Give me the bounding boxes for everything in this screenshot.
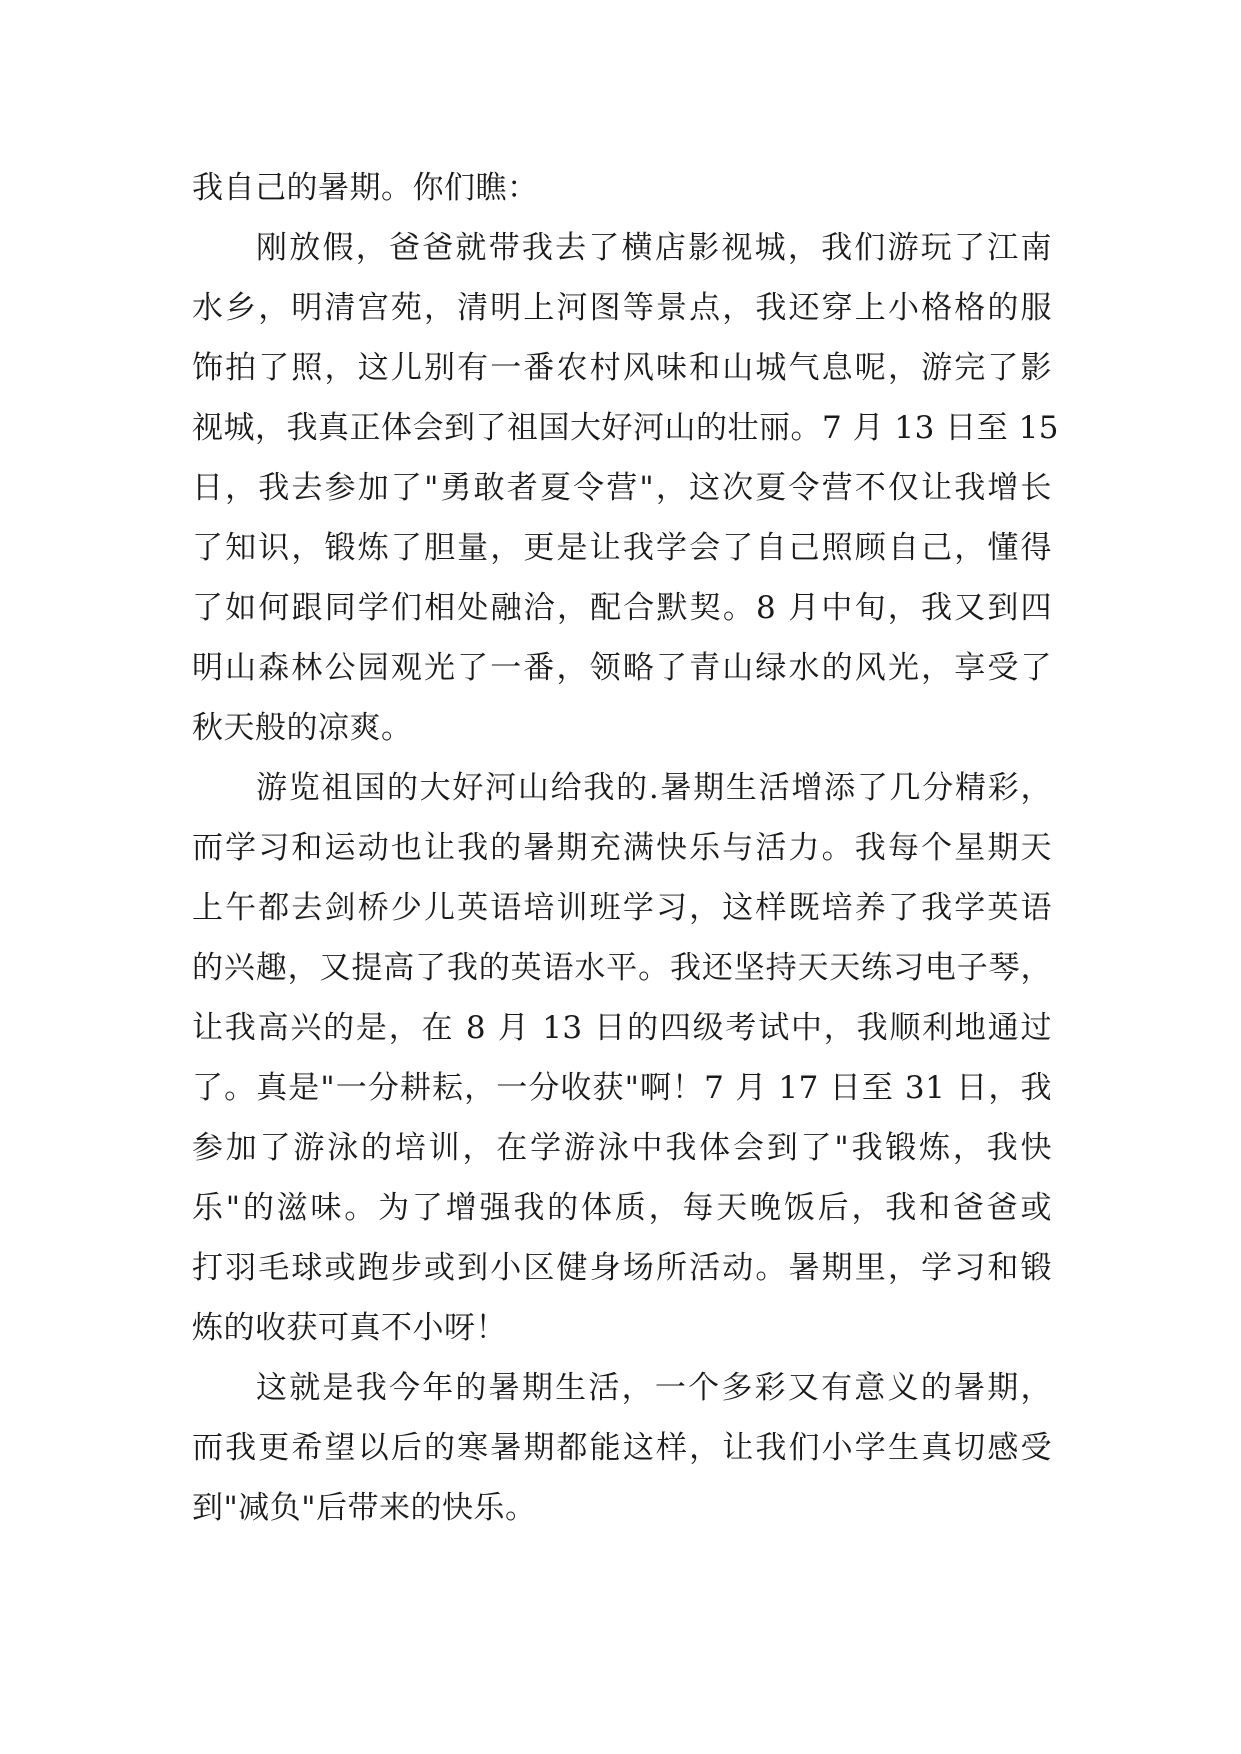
text-line-20: 炼的收获可真不小呀！ <box>192 1310 507 1346</box>
text-line-8: 了如何跟同学们相处融洽，配合默契。8 月中旬，我又到四 <box>192 590 1052 626</box>
text-line-18: 乐"的滋味。为了增强我的体质，每天晚饭后，我和爸爸或 <box>192 1190 1052 1226</box>
text-line-10: 秋天般的凉爽。 <box>192 710 413 746</box>
text-line-4: 饰拍了照，这儿别有一番农村风味和山城气息呢，游完了影 <box>192 350 1052 386</box>
text-line-21: 这就是我今年的暑期生活，一个多彩又有意义的暑期， <box>256 1370 1052 1406</box>
text-line-23: 到"减负"后带来的快乐。 <box>192 1490 537 1526</box>
text-line-5: 视城，我真正体会到了祖国大好河山的壮丽。7 月 13 日至 15 <box>192 410 1060 446</box>
text-line-3: 水乡，明清宫苑，清明上河图等景点，我还穿上小格格的服 <box>192 290 1052 326</box>
document-body <box>192 158 1060 1538</box>
text-line-2: 刚放假，爸爸就带我去了横店影视城，我们游玩了江南 <box>256 230 1052 266</box>
text-line-14: 的兴趣，又提高了我的英语水平。我还坚持天天练习电子琴， <box>192 950 1052 986</box>
text-line-9: 明山森林公园观光了一番，领略了青山绿水的风光，享受了 <box>192 650 1052 686</box>
text-line-7: 了知识，锻炼了胆量，更是让我学会了自己照顾自己，懂得 <box>192 530 1052 566</box>
text-line-12: 而学习和运动也让我的暑期充满快乐与活力。我每个星期天 <box>192 830 1052 866</box>
text-line-1: 我自己的暑期。你们瞧： <box>192 170 539 206</box>
text-line-22: 而我更希望以后的寒暑期都能这样，让我们小学生真切感受 <box>192 1430 1052 1466</box>
text-line-6: 日，我去参加了"勇敢者夏令营"，这次夏令营不仅让我增长 <box>192 470 1052 506</box>
text-line-15: 让我高兴的是，在 8 月 13 日的四级考试中，我顺利地通过 <box>192 1010 1052 1046</box>
text-line-19: 打羽毛球或跑步或到小区健身场所活动。暑期里，学习和锻 <box>192 1250 1052 1286</box>
text-line-17: 参加了游泳的培训，在学游泳中我体会到了"我锻炼，我快 <box>192 1130 1052 1166</box>
text-line-11: 游览祖国的大好河山给我的.暑期生活增添了几分精彩， <box>256 770 1052 806</box>
text-line-13: 上午都去剑桥少儿英语培训班学习，这样既培养了我学英语 <box>192 890 1052 926</box>
text-line-16: 了。真是"一分耕耘，一分收获"啊！7 月 17 日至 31 日，我 <box>192 1070 1052 1106</box>
